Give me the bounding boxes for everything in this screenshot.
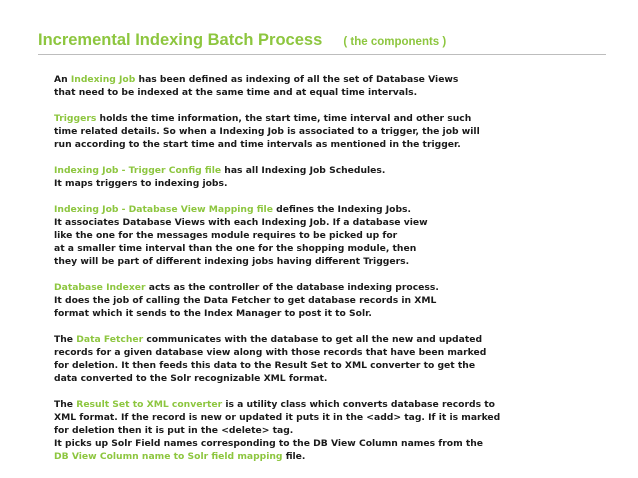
text-line — [54, 86, 614, 99]
text-segment: acts as the controller of the database indexing process. — [145, 282, 439, 293]
text-line — [54, 138, 614, 151]
highlighted-term: DB View Column name to Solr field mapping — [54, 451, 283, 462]
text-segment: is a utility class which converts database records to — [222, 399, 495, 410]
text-segment: file. — [282, 451, 306, 462]
text-line — [54, 125, 614, 138]
text-segment: The — [54, 334, 77, 345]
paragraph — [54, 112, 614, 151]
text-segment: An — [54, 74, 71, 85]
highlighted-term: Indexing Job - Database View Mapping file — [54, 204, 273, 215]
text-segment: at a smaller time interval than the one for the shopping module, then — [54, 243, 417, 254]
text-segment: It picks up Solr Field names corresponding to the DB View Column names from the — [54, 438, 484, 449]
text-segment: for deletion then it is put in the <delete> tag. — [54, 425, 294, 436]
text-line — [54, 437, 614, 450]
text-line — [54, 242, 614, 255]
text-segment: format which it sends to the Index Manager to post it to Solr. — [54, 308, 372, 319]
text-line — [54, 177, 614, 190]
text-line — [54, 333, 614, 346]
text-segment: they will be part of different indexing jobs having different Triggers. — [54, 256, 410, 267]
text-segment: has been defined as indexing of all the set of Database Views — [135, 74, 459, 85]
text-segment: It associates Database Views with each Indexing Job. If a database view — [54, 217, 428, 228]
text-segment: like the one for the messages module requires to be picked up for — [54, 230, 398, 241]
text-segment: holds the time information, the start time, time interval and other such — [96, 113, 472, 124]
text-segment: has all Indexing Job Schedules. — [221, 165, 386, 176]
text-line — [54, 411, 614, 424]
text-line — [54, 372, 614, 385]
text-segment: time related details. So when a Indexing Job is associated to a trigger, the job will — [54, 126, 480, 137]
text-line — [54, 359, 614, 372]
paragraph — [54, 164, 614, 190]
text-segment: defines the Indexing Jobs. — [272, 204, 411, 215]
text-line — [54, 307, 614, 320]
text-segment: communicates with the database to get all the new and updated — [143, 334, 483, 345]
highlighted-term: Database Indexer — [54, 282, 146, 293]
highlighted-term: Data Fetcher — [76, 334, 144, 345]
text-line — [54, 112, 614, 125]
text-line — [54, 164, 614, 177]
slide-body — [54, 73, 614, 476]
text-line — [54, 281, 614, 294]
highlighted-term: Triggers — [54, 113, 97, 124]
text-segment: run according to the start time and time intervals as mentioned in the trigger. — [54, 139, 461, 150]
slide-subtitle: ( the components ) — [343, 36, 447, 48]
text-segment: that need to be indexed at the same time and at equal time intervals. — [54, 87, 418, 98]
text-line — [54, 255, 614, 268]
text-line — [54, 294, 614, 307]
paragraph — [54, 333, 614, 385]
text-line — [54, 346, 614, 359]
text-line — [54, 203, 614, 216]
text-segment: for deletion. It then feeds this data to the Result Set to XML converter to get the — [54, 360, 476, 371]
paragraph — [54, 203, 614, 268]
slide-title: Incremental Indexing Batch Process — [38, 31, 323, 49]
text-line — [54, 229, 614, 242]
text-line — [54, 73, 614, 86]
text-segment: It does the job of calling the Data Fetcher to get database records in XML — [54, 295, 437, 306]
text-segment: It maps triggers to indexing jobs. — [54, 178, 228, 189]
highlighted-term: Result Set to XML converter — [76, 399, 223, 410]
paragraph — [54, 281, 614, 320]
text-segment: The — [54, 399, 77, 410]
text-segment: data converted to the Solr recognizable XML format. — [54, 373, 328, 384]
paragraph — [54, 73, 614, 99]
highlighted-term: Indexing Job — [70, 74, 136, 85]
text-line — [54, 398, 614, 411]
text-line — [54, 450, 614, 463]
highlighted-term: Indexing Job - Trigger Config file — [54, 165, 222, 176]
text-segment: records for a given database view along with those records that have been marked — [54, 347, 487, 358]
text-line — [54, 424, 614, 437]
paragraph — [54, 398, 614, 463]
text-line — [54, 216, 614, 229]
slide-header — [38, 30, 606, 55]
text-segment: XML format. If the record is new or updated it puts it in the <add> tag. If it is marked — [54, 412, 501, 423]
